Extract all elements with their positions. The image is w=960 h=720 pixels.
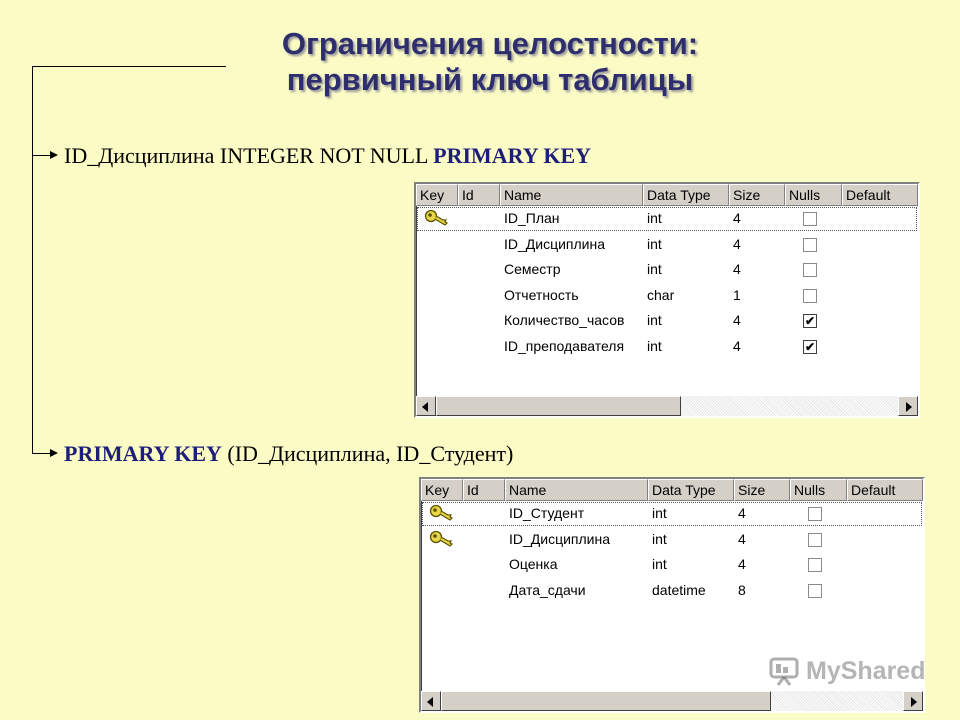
slide-title xyxy=(180,26,800,98)
nulls-cell xyxy=(790,501,847,527)
type-cell: int xyxy=(647,261,662,278)
checkbox[interactable] xyxy=(808,558,822,572)
table-row[interactable] xyxy=(421,501,923,527)
table-row[interactable] xyxy=(421,578,923,604)
column-header[interactable]: Default xyxy=(847,479,923,501)
table-row[interactable] xyxy=(416,206,918,232)
table-row[interactable] xyxy=(421,527,923,553)
default-cell xyxy=(847,578,923,604)
size-cell: 4 xyxy=(733,337,741,354)
horizontal-scrollbar[interactable] xyxy=(421,691,923,711)
default-cell xyxy=(842,257,918,283)
key-cell xyxy=(421,527,463,553)
column-header[interactable]: Data Type xyxy=(643,184,729,206)
size-cell: 4 xyxy=(733,235,741,252)
column-constraint-statement xyxy=(64,143,591,169)
type-cell: int xyxy=(652,556,667,573)
default-cell xyxy=(847,501,923,527)
key-cell xyxy=(421,578,463,604)
default-cell xyxy=(842,334,918,360)
type-cell: datetime xyxy=(652,581,706,598)
name-cell: Отчетность xyxy=(504,286,579,303)
title-line-2: первичный ключ таблицы xyxy=(286,62,694,97)
key-cell xyxy=(421,501,463,527)
column-header[interactable]: Id xyxy=(458,184,500,206)
column-header[interactable]: Nulls xyxy=(785,184,842,206)
column-header[interactable]: Name xyxy=(500,184,643,206)
key-cell xyxy=(416,206,458,232)
checkmark-icon[interactable]: ✔ xyxy=(804,314,816,329)
name-cell: Количество_часов xyxy=(504,312,625,329)
name-cell: ID_Дисциплина xyxy=(504,235,606,252)
id-cell xyxy=(463,578,505,604)
id-cell xyxy=(458,206,500,232)
statement-2-suffix: (ID_Дисциплина, ID_Студент) xyxy=(221,441,514,466)
checkmark-icon[interactable]: ✔ xyxy=(804,339,816,354)
id-cell xyxy=(463,501,505,527)
arrow-right-icon[interactable] xyxy=(898,396,918,416)
statement-1-keyword: PRIMARY KEY xyxy=(433,143,592,168)
connector-vertical xyxy=(32,66,33,454)
checkbox[interactable] xyxy=(808,507,822,521)
nulls-cell xyxy=(785,308,842,334)
key-icon xyxy=(424,208,450,232)
column-header[interactable]: Key xyxy=(416,184,458,206)
statement-2-keyword: PRIMARY KEY xyxy=(64,441,222,466)
key-cell xyxy=(421,552,463,578)
nulls-cell xyxy=(790,552,847,578)
connector-arrow-1 xyxy=(32,155,52,156)
type-cell: int xyxy=(647,235,662,252)
size-cell: 4 xyxy=(738,530,746,547)
key-cell xyxy=(416,257,458,283)
connector-arrow-2 xyxy=(32,453,52,454)
type-cell: int xyxy=(647,210,662,226)
column-header[interactable]: Nulls xyxy=(790,479,847,501)
default-cell xyxy=(847,552,923,578)
scrollbar-track[interactable] xyxy=(771,691,903,711)
table-row[interactable] xyxy=(421,552,923,578)
checkbox[interactable] xyxy=(803,289,817,303)
nulls-cell xyxy=(785,334,842,360)
column-header[interactable]: Default xyxy=(842,184,918,206)
nulls-cell xyxy=(785,206,842,232)
table-constraint-statement xyxy=(64,441,513,467)
default-cell xyxy=(842,308,918,334)
type-cell: int xyxy=(652,505,667,521)
checkbox[interactable] xyxy=(803,238,817,252)
statement-1-prefix: ID_Дисциплина INTEGER NOT NULL xyxy=(64,143,434,168)
column-header[interactable]: Name xyxy=(505,479,648,501)
column-header[interactable]: Id xyxy=(463,479,505,501)
size-cell: 4 xyxy=(738,556,746,573)
arrowhead-2-icon xyxy=(50,449,58,457)
key-cell xyxy=(416,283,458,309)
connector-top xyxy=(32,66,226,67)
scrollbar-thumb[interactable] xyxy=(436,396,681,416)
column-header[interactable]: Data Type xyxy=(648,479,734,501)
grid-header xyxy=(416,184,918,206)
key-cell xyxy=(416,308,458,334)
nulls-cell xyxy=(785,257,842,283)
table-row[interactable] xyxy=(416,257,918,283)
size-cell: 8 xyxy=(738,581,746,598)
id-cell xyxy=(458,334,500,360)
name-cell: ID_План xyxy=(504,210,560,226)
type-cell: char xyxy=(647,286,675,303)
scrollbar-track[interactable] xyxy=(681,396,898,416)
key-cell xyxy=(416,232,458,258)
key-icon xyxy=(429,503,455,527)
key-cell xyxy=(416,334,458,360)
watermark-text: MyShared xyxy=(806,656,926,685)
type-cell: int xyxy=(647,312,662,329)
table-row[interactable] xyxy=(416,283,918,309)
horizontal-scrollbar[interactable] xyxy=(416,396,918,416)
default-cell xyxy=(842,283,918,309)
type-cell: int xyxy=(652,530,667,547)
table-design-grid-1[interactable] xyxy=(414,182,920,418)
id-cell xyxy=(458,257,500,283)
grid-rows xyxy=(416,206,918,396)
size-cell: 4 xyxy=(733,261,741,278)
size-cell: 4 xyxy=(733,210,741,226)
name-cell: Семестр xyxy=(504,261,561,278)
id-cell xyxy=(463,527,505,553)
table-row[interactable] xyxy=(416,334,918,360)
key-icon xyxy=(429,529,455,553)
size-cell: 4 xyxy=(738,505,746,521)
name-cell: Дата_сдачи xyxy=(509,581,586,598)
default-cell xyxy=(842,232,918,258)
nulls-cell xyxy=(785,283,842,309)
scrollbar-thumb[interactable] xyxy=(441,691,771,711)
default-cell xyxy=(847,527,923,553)
id-cell xyxy=(458,232,500,258)
default-cell xyxy=(842,206,918,232)
name-cell: ID_Дисциплина xyxy=(509,530,611,547)
presentation-icon xyxy=(768,656,802,686)
nulls-cell xyxy=(790,578,847,604)
checkbox[interactable] xyxy=(803,263,817,277)
type-cell: int xyxy=(647,337,662,354)
grid-header xyxy=(421,479,923,501)
checkbox[interactable] xyxy=(808,584,822,598)
arrowhead-1-icon xyxy=(50,151,58,159)
column-header[interactable]: Size xyxy=(734,479,790,501)
name-cell: Оценка xyxy=(509,556,558,573)
nulls-cell xyxy=(790,527,847,553)
id-cell xyxy=(463,552,505,578)
id-cell xyxy=(458,308,500,334)
size-cell: 4 xyxy=(733,312,741,329)
name-cell: ID_преподавателя xyxy=(504,337,625,354)
arrow-right-icon[interactable] xyxy=(903,691,923,711)
checkbox[interactable] xyxy=(803,212,817,226)
name-cell: ID_Студент xyxy=(509,505,585,521)
table-row[interactable] xyxy=(416,232,918,258)
nulls-cell xyxy=(785,232,842,258)
id-cell xyxy=(458,283,500,309)
arrow-left-icon[interactable] xyxy=(421,691,441,711)
watermark xyxy=(768,656,925,686)
size-cell: 1 xyxy=(733,286,741,303)
column-header[interactable]: Key xyxy=(421,479,463,501)
column-header[interactable]: Size xyxy=(729,184,785,206)
title-line-1: Ограничения целостности: xyxy=(281,26,699,61)
arrow-left-icon[interactable] xyxy=(416,396,436,416)
table-row[interactable] xyxy=(416,308,918,334)
checkbox[interactable] xyxy=(808,533,822,547)
